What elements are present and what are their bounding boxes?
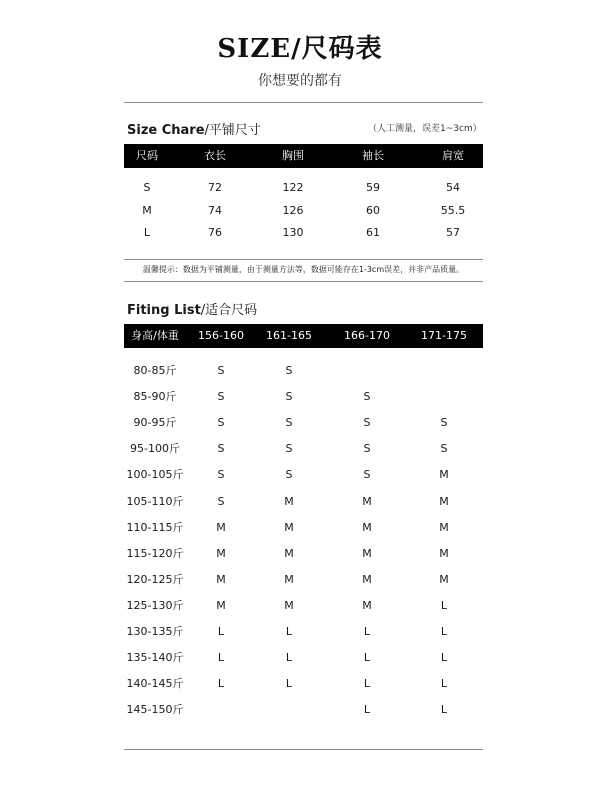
table-cell: S	[363, 390, 371, 404]
fitting-heading	[127, 299, 257, 318]
fitting-header	[124, 324, 483, 348]
fit-row	[124, 438, 483, 460]
table-cell: M	[439, 494, 449, 508]
table-cell: L	[285, 625, 293, 638]
page-title: SIZE/尺码表	[217, 34, 383, 64]
table-cell: 126	[282, 204, 304, 217]
size-row	[124, 222, 483, 244]
table-cell: S	[217, 494, 225, 508]
table-cell: 74	[208, 204, 222, 217]
fit-row	[124, 543, 483, 565]
table-cell: L	[363, 651, 371, 665]
fit-col-header: 身高/体重	[131, 329, 179, 342]
fit-row	[124, 464, 483, 486]
table-cell: S	[217, 390, 225, 404]
table-cell: 105-110斤	[126, 494, 184, 508]
table-cell: L	[217, 677, 225, 691]
size-row	[124, 200, 483, 222]
size-col-header: 袖长	[362, 149, 384, 162]
table-cell: 61	[366, 226, 380, 239]
table-cell: L	[363, 625, 371, 638]
table-cell: M	[284, 494, 294, 508]
table-cell: L	[363, 677, 371, 691]
table-cell: L	[363, 703, 371, 717]
table-cell: 76	[208, 226, 222, 239]
divider-tip-top	[124, 259, 483, 260]
fit-col-header: 171-175	[421, 329, 467, 342]
fit-row	[124, 360, 483, 382]
table-cell: S	[363, 416, 371, 430]
table-cell: 80-85斤	[133, 364, 177, 377]
measure-note: （人工测量，误差1~3cm）	[368, 124, 482, 134]
fit-row	[124, 517, 483, 539]
table-cell: M	[439, 572, 449, 586]
table-cell: 122	[282, 181, 304, 194]
table-cell: M	[439, 468, 449, 482]
size-tip: 温馨提示：数据为平铺测量，由于测量方法等，数据可能存在1-3cm误差，并非产品质量。	[142, 265, 465, 274]
table-cell: L	[143, 226, 151, 239]
divider-bottom	[124, 749, 483, 750]
size-chart-heading-suffix: /平铺尺寸	[204, 123, 261, 138]
table-cell: 55.5	[440, 204, 466, 217]
table-cell: L	[217, 625, 225, 638]
table-cell: M	[284, 520, 294, 534]
table-cell: M	[142, 204, 152, 217]
fitting-heading-bold: Fiting List	[127, 303, 201, 318]
table-cell: S	[363, 442, 371, 456]
fit-row	[124, 491, 483, 513]
table-cell: 90-95斤	[133, 416, 177, 430]
table-cell: S	[440, 416, 448, 430]
size-col-header: 胸围	[282, 149, 304, 162]
table-cell: M	[439, 520, 449, 534]
table-cell: S	[143, 181, 151, 194]
table-cell: M	[362, 494, 372, 508]
size-chart-header	[124, 144, 483, 168]
table-cell: 95-100斤	[130, 442, 180, 456]
size-col-header: 尺码	[136, 149, 158, 162]
table-cell: L	[285, 651, 293, 665]
table-cell: M	[362, 520, 372, 534]
table-cell: S	[440, 442, 448, 456]
table-cell: 145-150斤	[126, 703, 184, 717]
table-cell: S	[363, 468, 371, 482]
table-cell: 85-90斤	[133, 390, 177, 404]
table-cell: S	[285, 468, 293, 482]
size-col-header: 衣长	[204, 149, 226, 162]
table-cell: L	[440, 703, 448, 717]
table-cell: 57	[446, 226, 460, 239]
table-cell: S	[285, 364, 293, 377]
table-cell: M	[216, 598, 226, 612]
table-cell: 140-145斤	[126, 677, 184, 691]
table-cell: 115-120斤	[126, 546, 184, 560]
table-cell: S	[285, 442, 293, 456]
table-cell: 130	[282, 226, 304, 239]
fit-row	[124, 569, 483, 591]
fit-row	[124, 699, 483, 721]
size-chart-heading	[127, 119, 261, 138]
fitting-heading-suffix: /适合尺码	[200, 303, 258, 318]
size-row	[124, 177, 483, 199]
table-cell: M	[284, 598, 294, 612]
table-cell: S	[285, 416, 293, 430]
table-cell: L	[217, 651, 225, 665]
divider-tip-bottom	[124, 281, 483, 282]
fit-row	[124, 386, 483, 408]
table-cell: L	[440, 598, 448, 612]
fit-row	[124, 673, 483, 695]
table-cell: S	[217, 468, 225, 482]
table-cell: S	[217, 416, 225, 430]
fit-col-header: 166-170	[344, 329, 390, 342]
table-cell: M	[284, 546, 294, 560]
table-cell: L	[440, 625, 448, 638]
table-cell: M	[216, 572, 226, 586]
table-cell: 60	[366, 204, 380, 217]
fit-row	[124, 647, 483, 669]
fit-col-header: 161-165	[266, 329, 312, 342]
table-cell: L	[440, 677, 448, 691]
table-cell: M	[284, 572, 294, 586]
table-cell: M	[362, 598, 372, 612]
size-chart-heading-bold: Size Chare	[127, 123, 205, 138]
table-cell: S	[285, 390, 293, 404]
fit-col-header: 156-160	[198, 329, 244, 342]
table-cell: 100-105斤	[126, 468, 184, 482]
table-cell: M	[216, 520, 226, 534]
fit-row	[124, 412, 483, 434]
table-cell: 130-135斤	[126, 625, 184, 638]
table-cell: 135-140斤	[126, 651, 184, 665]
size-col-header: 肩宽	[442, 149, 464, 162]
table-cell: 125-130斤	[126, 598, 184, 612]
table-cell: S	[217, 364, 225, 377]
table-cell: M	[362, 572, 372, 586]
table-cell: M	[216, 546, 226, 560]
table-cell: 54	[446, 181, 460, 194]
table-cell: 59	[366, 181, 380, 194]
fit-row	[124, 595, 483, 617]
table-cell: L	[285, 677, 293, 691]
table-cell: 120-125斤	[126, 572, 184, 586]
table-cell: 110-115斤	[126, 520, 184, 534]
table-cell: M	[362, 546, 372, 560]
divider-top	[124, 102, 483, 103]
fit-row	[124, 621, 483, 643]
page-subtitle: 你想要的都有	[258, 73, 342, 89]
table-cell: M	[439, 546, 449, 560]
table-cell: L	[440, 651, 448, 665]
table-cell: S	[217, 442, 225, 456]
table-cell: 72	[208, 181, 222, 194]
